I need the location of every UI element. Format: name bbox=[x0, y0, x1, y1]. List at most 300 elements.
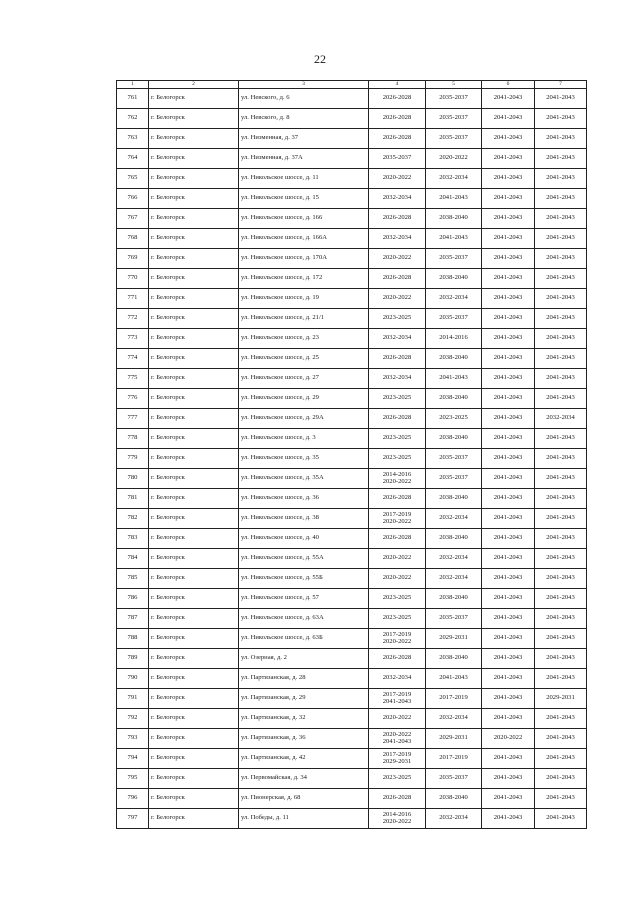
column-number: 4 bbox=[369, 81, 426, 89]
period-col5-cell: 2035-2037 bbox=[426, 769, 482, 789]
period-col4-cell: 2020-2022 bbox=[369, 549, 426, 569]
period-col5-cell: 2038-2040 bbox=[426, 429, 482, 449]
row-number: 766 bbox=[117, 189, 149, 209]
period-col5-cell: 2032-2034 bbox=[426, 509, 482, 529]
row-number: 764 bbox=[117, 149, 149, 169]
row-number: 778 bbox=[117, 429, 149, 449]
period-col7-cell: 2032-2034 bbox=[535, 409, 587, 429]
table-row bbox=[117, 809, 587, 829]
period-col6-cell: 2041-2043 bbox=[482, 809, 535, 829]
table-row bbox=[117, 249, 587, 269]
table-row bbox=[117, 109, 587, 129]
period-col5-cell: 2038-2040 bbox=[426, 529, 482, 549]
city-cell: г. Белогорск bbox=[149, 649, 239, 669]
table-row bbox=[117, 329, 587, 349]
period-col5-cell: 2038-2040 bbox=[426, 269, 482, 289]
period-col4-cell: 2014-2016 2020-2022 bbox=[369, 809, 426, 829]
city-cell: г. Белогорск bbox=[149, 789, 239, 809]
period-col4-cell: 2023-2025 bbox=[369, 429, 426, 449]
row-number: 761 bbox=[117, 89, 149, 109]
address-cell: ул. Никольское шоссе, д. 55Б bbox=[239, 569, 369, 589]
column-number: 1 bbox=[117, 81, 149, 89]
period-col4-cell: 2032-2034 bbox=[369, 189, 426, 209]
period-col7-cell: 2041-2043 bbox=[535, 329, 587, 349]
address-cell: ул. Никольское шоссе, д. 35А bbox=[239, 469, 369, 489]
row-number: 788 bbox=[117, 629, 149, 649]
period-col7-cell: 2041-2043 bbox=[535, 629, 587, 649]
period-col7-cell: 2041-2043 bbox=[535, 649, 587, 669]
city-cell: г. Белогорск bbox=[149, 509, 239, 529]
table-row bbox=[117, 149, 587, 169]
table-row bbox=[117, 349, 587, 369]
city-cell: г. Белогорск bbox=[149, 629, 239, 649]
period-col5-cell: 2038-2040 bbox=[426, 589, 482, 609]
period-col6-cell: 2041-2043 bbox=[482, 589, 535, 609]
period-col6-cell: 2041-2043 bbox=[482, 329, 535, 349]
period-col7-cell: 2041-2043 bbox=[535, 729, 587, 749]
period-col4-cell: 2026-2028 bbox=[369, 209, 426, 229]
city-cell: г. Белогорск bbox=[149, 669, 239, 689]
period-col4-cell: 2017-2019 2020-2022 bbox=[369, 629, 426, 649]
address-cell: ул. Никольское шоссе, д. 11 bbox=[239, 169, 369, 189]
column-number: 5 bbox=[426, 81, 482, 89]
period-col5-cell: 2020-2022 bbox=[426, 149, 482, 169]
period-col6-cell: 2041-2043 bbox=[482, 669, 535, 689]
period-col6-cell: 2041-2043 bbox=[482, 649, 535, 669]
period-col6-cell: 2041-2043 bbox=[482, 409, 535, 429]
period-col6-cell: 2041-2043 bbox=[482, 149, 535, 169]
city-cell: г. Белогорск bbox=[149, 169, 239, 189]
row-number: 774 bbox=[117, 349, 149, 369]
address-cell: ул. Никольское шоссе, д. 38 bbox=[239, 509, 369, 529]
table-row bbox=[117, 789, 587, 809]
table-row bbox=[117, 269, 587, 289]
period-col7-cell: 2041-2043 bbox=[535, 269, 587, 289]
period-col4-cell: 2020-2022 2041-2043 bbox=[369, 729, 426, 749]
address-cell: ул. Партизанская, д. 28 bbox=[239, 669, 369, 689]
table-row bbox=[117, 769, 587, 789]
table-row bbox=[117, 509, 587, 529]
city-cell: г. Белогорск bbox=[149, 589, 239, 609]
period-col6-cell: 2041-2043 bbox=[482, 249, 535, 269]
period-col4-cell: 2026-2028 bbox=[369, 129, 426, 149]
city-cell: г. Белогорск bbox=[149, 489, 239, 509]
address-cell: ул. Никольское шоссе, д. 15 bbox=[239, 189, 369, 209]
row-number: 776 bbox=[117, 389, 149, 409]
column-number-row bbox=[117, 81, 587, 89]
city-cell: г. Белогорск bbox=[149, 609, 239, 629]
period-col6-cell: 2041-2043 bbox=[482, 349, 535, 369]
period-col7-cell: 2041-2043 bbox=[535, 249, 587, 269]
period-col6-cell: 2041-2043 bbox=[482, 89, 535, 109]
period-col7-cell: 2041-2043 bbox=[535, 709, 587, 729]
period-col7-cell: 2041-2043 bbox=[535, 529, 587, 549]
period-col5-cell: 2035-2037 bbox=[426, 449, 482, 469]
period-col5-cell: 2032-2034 bbox=[426, 169, 482, 189]
period-col7-cell: 2041-2043 bbox=[535, 369, 587, 389]
period-col4-cell: 2026-2028 bbox=[369, 649, 426, 669]
period-col4-cell: 2032-2034 bbox=[369, 369, 426, 389]
row-number: 775 bbox=[117, 369, 149, 389]
city-cell: г. Белогорск bbox=[149, 729, 239, 749]
period-col5-cell: 2032-2034 bbox=[426, 809, 482, 829]
period-col7-cell: 2041-2043 bbox=[535, 469, 587, 489]
period-col6-cell: 2041-2043 bbox=[482, 569, 535, 589]
city-cell: г. Белогорск bbox=[149, 149, 239, 169]
table-row bbox=[117, 409, 587, 429]
row-number: 772 bbox=[117, 309, 149, 329]
period-col6-cell: 2041-2043 bbox=[482, 709, 535, 729]
period-col4-cell: 2020-2022 bbox=[369, 249, 426, 269]
address-cell: ул. Никольское шоссе, д. 166А bbox=[239, 229, 369, 249]
period-col6-cell: 2041-2043 bbox=[482, 749, 535, 769]
period-col5-cell: 2038-2040 bbox=[426, 209, 482, 229]
address-cell: ул. Никольское шоссе, д. 3 bbox=[239, 429, 369, 449]
period-col4-cell: 2026-2028 bbox=[369, 409, 426, 429]
period-col7-cell: 2041-2043 bbox=[535, 589, 587, 609]
table-row bbox=[117, 629, 587, 649]
city-cell: г. Белогорск bbox=[149, 549, 239, 569]
table-row bbox=[117, 89, 587, 109]
row-number: 789 bbox=[117, 649, 149, 669]
period-col4-cell: 2020-2022 bbox=[369, 569, 426, 589]
address-cell: ул. Невского, д. 6 bbox=[239, 89, 369, 109]
period-col7-cell: 2041-2043 bbox=[535, 809, 587, 829]
period-col6-cell: 2041-2043 bbox=[482, 109, 535, 129]
period-col4-cell: 2026-2028 bbox=[369, 269, 426, 289]
period-col4-cell: 2026-2028 bbox=[369, 789, 426, 809]
city-cell: г. Белогорск bbox=[149, 89, 239, 109]
period-col5-cell: 2023-2025 bbox=[426, 409, 482, 429]
period-col4-cell: 2032-2034 bbox=[369, 669, 426, 689]
table-row bbox=[117, 229, 587, 249]
period-col5-cell: 2041-2043 bbox=[426, 369, 482, 389]
address-cell: ул. Никольское шоссе, д. 166 bbox=[239, 209, 369, 229]
period-col7-cell: 2041-2043 bbox=[535, 749, 587, 769]
address-cell: ул. Никольское шоссе, д. 40 bbox=[239, 529, 369, 549]
period-col7-cell: 2041-2043 bbox=[535, 89, 587, 109]
table-row bbox=[117, 649, 587, 669]
address-cell: ул. Никольское шоссе, д. 36 bbox=[239, 489, 369, 509]
address-cell: ул. Невского, д. 8 bbox=[239, 109, 369, 129]
period-col6-cell: 2041-2043 bbox=[482, 229, 535, 249]
address-cell: ул. Никольское шоссе, д. 63А bbox=[239, 609, 369, 629]
address-cell: ул. Низменная, д. 37 bbox=[239, 129, 369, 149]
period-col6-cell: 2041-2043 bbox=[482, 549, 535, 569]
period-col6-cell: 2041-2043 bbox=[482, 689, 535, 709]
city-cell: г. Белогорск bbox=[149, 529, 239, 549]
period-col6-cell: 2041-2043 bbox=[482, 269, 535, 289]
table-row bbox=[117, 169, 587, 189]
city-cell: г. Белогорск bbox=[149, 369, 239, 389]
city-cell: г. Белогорск bbox=[149, 189, 239, 209]
page-number: 22 bbox=[314, 52, 326, 66]
row-number: 769 bbox=[117, 249, 149, 269]
period-col5-cell: 2041-2043 bbox=[426, 229, 482, 249]
period-col4-cell: 2023-2025 bbox=[369, 389, 426, 409]
period-col5-cell: 2029-2031 bbox=[426, 629, 482, 649]
period-col6-cell: 2041-2043 bbox=[482, 609, 535, 629]
column-number: 6 bbox=[482, 81, 535, 89]
period-col4-cell: 2017-2019 2041-2043 bbox=[369, 689, 426, 709]
period-col6-cell: 2041-2043 bbox=[482, 769, 535, 789]
period-col4-cell: 2026-2028 bbox=[369, 489, 426, 509]
period-col5-cell: 2038-2040 bbox=[426, 349, 482, 369]
period-col4-cell: 2023-2025 bbox=[369, 589, 426, 609]
period-col5-cell: 2032-2034 bbox=[426, 549, 482, 569]
city-cell: г. Белогорск bbox=[149, 689, 239, 709]
address-cell: ул. Никольское шоссе, д. 29 bbox=[239, 389, 369, 409]
period-col4-cell: 2020-2022 bbox=[369, 289, 426, 309]
table-row bbox=[117, 489, 587, 509]
period-col4-cell: 2026-2028 bbox=[369, 529, 426, 549]
period-col7-cell: 2041-2043 bbox=[535, 169, 587, 189]
period-col6-cell: 2041-2043 bbox=[482, 309, 535, 329]
period-col4-cell: 2020-2022 bbox=[369, 169, 426, 189]
period-col5-cell: 2017-2019 bbox=[426, 749, 482, 769]
address-cell: ул. Партизанская, д. 42 bbox=[239, 749, 369, 769]
period-col4-cell: 2017-2019 2020-2022 bbox=[369, 509, 426, 529]
row-number: 792 bbox=[117, 709, 149, 729]
row-number: 763 bbox=[117, 129, 149, 149]
city-cell: г. Белогорск bbox=[149, 329, 239, 349]
row-number: 779 bbox=[117, 449, 149, 469]
city-cell: г. Белогорск bbox=[149, 389, 239, 409]
table-row bbox=[117, 429, 587, 449]
period-col7-cell: 2041-2043 bbox=[535, 549, 587, 569]
period-col5-cell: 2035-2037 bbox=[426, 129, 482, 149]
table-row bbox=[117, 549, 587, 569]
row-number: 781 bbox=[117, 489, 149, 509]
table-row bbox=[117, 709, 587, 729]
period-col7-cell: 2041-2043 bbox=[535, 569, 587, 589]
period-col5-cell: 2041-2043 bbox=[426, 669, 482, 689]
row-number: 783 bbox=[117, 529, 149, 549]
column-number: 7 bbox=[535, 81, 587, 89]
period-col5-cell: 2038-2040 bbox=[426, 789, 482, 809]
period-col5-cell: 2038-2040 bbox=[426, 389, 482, 409]
city-cell: г. Белогорск bbox=[149, 129, 239, 149]
period-col7-cell: 2041-2043 bbox=[535, 489, 587, 509]
row-number: 771 bbox=[117, 289, 149, 309]
period-col4-cell: 2026-2028 bbox=[369, 349, 426, 369]
table-row bbox=[117, 389, 587, 409]
address-cell: ул. Низменная, д. 37А bbox=[239, 149, 369, 169]
row-number: 782 bbox=[117, 509, 149, 529]
address-cell: ул. Никольское шоссе, д. 25 bbox=[239, 349, 369, 369]
row-number: 770 bbox=[117, 269, 149, 289]
period-col6-cell: 2041-2043 bbox=[482, 189, 535, 209]
period-col6-cell: 2041-2043 bbox=[482, 509, 535, 529]
address-cell: ул. Партизанская, д. 36 bbox=[239, 729, 369, 749]
period-col5-cell: 2035-2037 bbox=[426, 469, 482, 489]
city-cell: г. Белогорск bbox=[149, 209, 239, 229]
period-col7-cell: 2041-2043 bbox=[535, 189, 587, 209]
period-col6-cell: 2041-2043 bbox=[482, 789, 535, 809]
table-row bbox=[117, 609, 587, 629]
period-col4-cell: 2026-2028 bbox=[369, 109, 426, 129]
period-col7-cell: 2041-2043 bbox=[535, 229, 587, 249]
row-number: 790 bbox=[117, 669, 149, 689]
period-col6-cell: 2041-2043 bbox=[482, 429, 535, 449]
period-col5-cell: 2038-2040 bbox=[426, 489, 482, 509]
row-number: 767 bbox=[117, 209, 149, 229]
period-col4-cell: 2035-2037 bbox=[369, 149, 426, 169]
period-col6-cell: 2041-2043 bbox=[482, 469, 535, 489]
period-col5-cell: 2035-2037 bbox=[426, 249, 482, 269]
address-cell: ул. Никольское шоссе, д. 63Б bbox=[239, 629, 369, 649]
period-col7-cell: 2041-2043 bbox=[535, 129, 587, 149]
period-col4-cell: 2023-2025 bbox=[369, 609, 426, 629]
city-cell: г. Белогорск bbox=[149, 349, 239, 369]
address-cell: ул. Победы, д. 11 bbox=[239, 809, 369, 829]
address-cell: ул. Никольское шоссе, д. 172 bbox=[239, 269, 369, 289]
period-col4-cell: 2032-2034 bbox=[369, 229, 426, 249]
period-col4-cell: 2023-2025 bbox=[369, 449, 426, 469]
period-col6-cell: 2041-2043 bbox=[482, 129, 535, 149]
table-row bbox=[117, 749, 587, 769]
period-col6-cell: 2041-2043 bbox=[482, 449, 535, 469]
period-col4-cell: 2020-2022 bbox=[369, 709, 426, 729]
city-cell: г. Белогорск bbox=[149, 469, 239, 489]
city-cell: г. Белогорск bbox=[149, 749, 239, 769]
row-number: 777 bbox=[117, 409, 149, 429]
period-col7-cell: 2041-2043 bbox=[535, 209, 587, 229]
period-col6-cell: 2041-2043 bbox=[482, 389, 535, 409]
period-col6-cell: 2041-2043 bbox=[482, 289, 535, 309]
row-number: 795 bbox=[117, 769, 149, 789]
table-row bbox=[117, 209, 587, 229]
address-cell: ул. Никольское шоссе, д. 57 bbox=[239, 589, 369, 609]
period-col7-cell: 2041-2043 bbox=[535, 669, 587, 689]
registry-table bbox=[116, 80, 587, 829]
city-cell: г. Белогорск bbox=[149, 409, 239, 429]
period-col5-cell: 2035-2037 bbox=[426, 309, 482, 329]
city-cell: г. Белогорск bbox=[149, 809, 239, 829]
address-cell: ул. Озерная, д. 2 bbox=[239, 649, 369, 669]
period-col7-cell: 2041-2043 bbox=[535, 609, 587, 629]
address-cell: ул. Никольское шоссе, д. 27 bbox=[239, 369, 369, 389]
address-cell: ул. Никольское шоссе, д. 170А bbox=[239, 249, 369, 269]
address-cell: ул. Никольское шоссе, д. 23 bbox=[239, 329, 369, 349]
city-cell: г. Белогорск bbox=[149, 569, 239, 589]
period-col4-cell: 2026-2028 bbox=[369, 89, 426, 109]
period-col5-cell: 2038-2040 bbox=[426, 649, 482, 669]
period-col5-cell: 2035-2037 bbox=[426, 609, 482, 629]
row-number: 786 bbox=[117, 589, 149, 609]
address-cell: ул. Пионерская, д. 68 bbox=[239, 789, 369, 809]
period-col4-cell: 2032-2034 bbox=[369, 329, 426, 349]
row-number: 796 bbox=[117, 789, 149, 809]
row-number: 768 bbox=[117, 229, 149, 249]
row-number: 773 bbox=[117, 329, 149, 349]
period-col7-cell: 2041-2043 bbox=[535, 149, 587, 169]
address-cell: ул. Никольское шоссе, д. 55А bbox=[239, 549, 369, 569]
table-row bbox=[117, 309, 587, 329]
period-col5-cell: 2017-2019 bbox=[426, 689, 482, 709]
city-cell: г. Белогорск bbox=[149, 249, 239, 269]
city-cell: г. Белогорск bbox=[149, 229, 239, 249]
address-cell: ул. Никольское шоссе, д. 21/1 bbox=[239, 309, 369, 329]
column-number: 3 bbox=[239, 81, 369, 89]
row-number: 794 bbox=[117, 749, 149, 769]
table-row bbox=[117, 569, 587, 589]
address-cell: ул. Партизанская, д. 32 bbox=[239, 709, 369, 729]
row-number: 765 bbox=[117, 169, 149, 189]
table-row bbox=[117, 189, 587, 209]
period-col5-cell: 2035-2037 bbox=[426, 109, 482, 129]
address-cell: ул. Никольское шоссе, д. 35 bbox=[239, 449, 369, 469]
period-col7-cell: 2041-2043 bbox=[535, 769, 587, 789]
period-col7-cell: 2041-2043 bbox=[535, 509, 587, 529]
table-row bbox=[117, 369, 587, 389]
period-col5-cell: 2041-2043 bbox=[426, 189, 482, 209]
city-cell: г. Белогорск bbox=[149, 269, 239, 289]
row-number: 780 bbox=[117, 469, 149, 489]
period-col4-cell: 2023-2025 bbox=[369, 769, 426, 789]
city-cell: г. Белогорск bbox=[149, 709, 239, 729]
period-col5-cell: 2029-2031 bbox=[426, 729, 482, 749]
column-number: 2 bbox=[149, 81, 239, 89]
table-row bbox=[117, 729, 587, 749]
period-col7-cell: 2041-2043 bbox=[535, 429, 587, 449]
table-row bbox=[117, 669, 587, 689]
table-body bbox=[117, 89, 587, 829]
period-col5-cell: 2032-2034 bbox=[426, 569, 482, 589]
address-cell: ул. Партизанская, д. 29 bbox=[239, 689, 369, 709]
table-row bbox=[117, 689, 587, 709]
row-number: 791 bbox=[117, 689, 149, 709]
period-col7-cell: 2041-2043 bbox=[535, 389, 587, 409]
period-col7-cell: 2041-2043 bbox=[535, 289, 587, 309]
period-col7-cell: 2029-2031 bbox=[535, 689, 587, 709]
city-cell: г. Белогорск bbox=[149, 289, 239, 309]
table-row bbox=[117, 469, 587, 489]
period-col6-cell: 2041-2043 bbox=[482, 529, 535, 549]
address-cell: ул. Никольское шоссе, д. 19 bbox=[239, 289, 369, 309]
table-row bbox=[117, 449, 587, 469]
row-number: 793 bbox=[117, 729, 149, 749]
period-col7-cell: 2041-2043 bbox=[535, 109, 587, 129]
period-col4-cell: 2014-2016 2020-2022 bbox=[369, 469, 426, 489]
city-cell: г. Белогорск bbox=[149, 429, 239, 449]
city-cell: г. Белогорск bbox=[149, 769, 239, 789]
period-col7-cell: 2041-2043 bbox=[535, 789, 587, 809]
table-row bbox=[117, 129, 587, 149]
period-col6-cell: 2041-2043 bbox=[482, 209, 535, 229]
period-col7-cell: 2041-2043 bbox=[535, 449, 587, 469]
period-col6-cell: 2041-2043 bbox=[482, 489, 535, 509]
row-number: 797 bbox=[117, 809, 149, 829]
table-row bbox=[117, 289, 587, 309]
period-col6-cell: 2041-2043 bbox=[482, 169, 535, 189]
table-row bbox=[117, 529, 587, 549]
period-col7-cell: 2041-2043 bbox=[535, 309, 587, 329]
address-cell: ул. Никольское шоссе, д. 29А bbox=[239, 409, 369, 429]
period-col6-cell: 2041-2043 bbox=[482, 369, 535, 389]
city-cell: г. Белогорск bbox=[149, 449, 239, 469]
city-cell: г. Белогорск bbox=[149, 109, 239, 129]
period-col5-cell: 2035-2037 bbox=[426, 89, 482, 109]
row-number: 785 bbox=[117, 569, 149, 589]
city-cell: г. Белогорск bbox=[149, 309, 239, 329]
period-col4-cell: 2017-2019 2029-2031 bbox=[369, 749, 426, 769]
period-col7-cell: 2041-2043 bbox=[535, 349, 587, 369]
period-col4-cell: 2023-2025 bbox=[369, 309, 426, 329]
row-number: 787 bbox=[117, 609, 149, 629]
period-col5-cell: 2014-2016 bbox=[426, 329, 482, 349]
address-cell: ул. Первомайская, д. 34 bbox=[239, 769, 369, 789]
